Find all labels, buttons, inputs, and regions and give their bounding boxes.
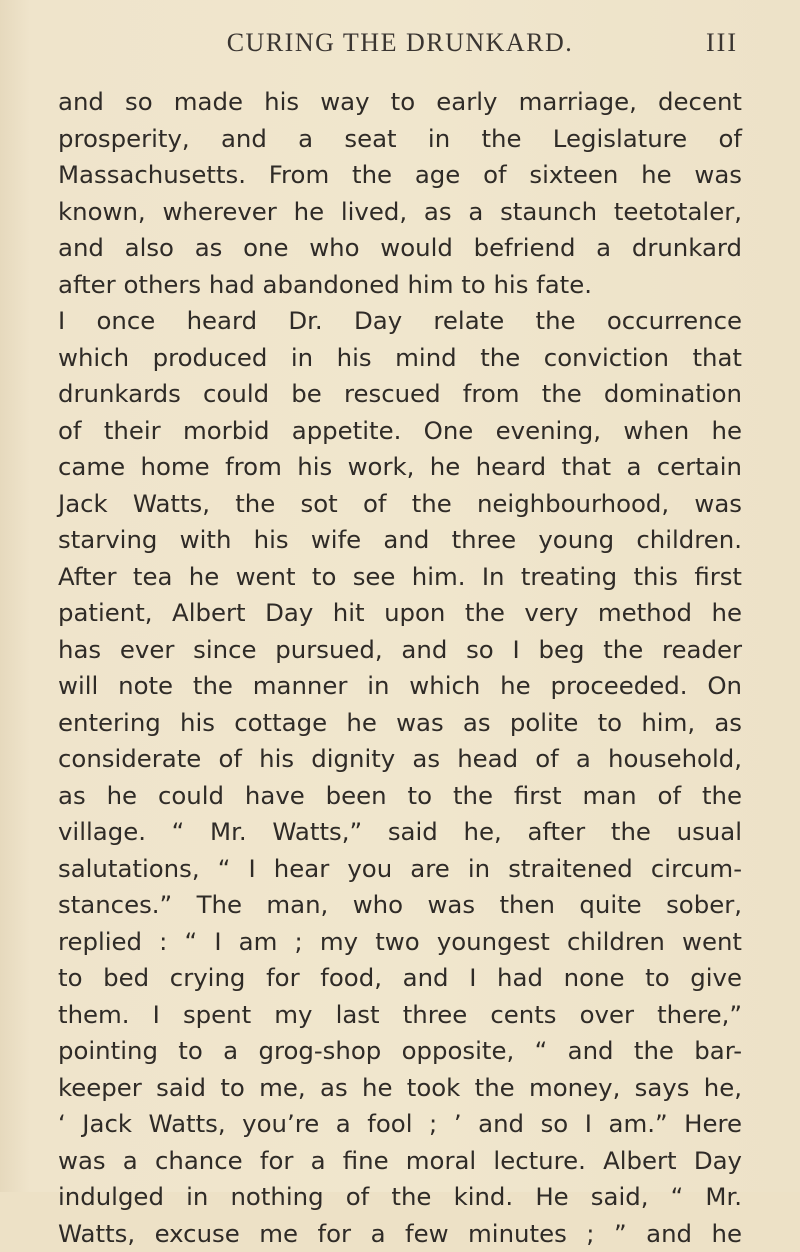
text-line: prosperity, and a seat in the Legislature of	[58, 121, 742, 158]
text-line: Watts, excuse me for a few minutes ; ” and he	[58, 1216, 742, 1252]
text-line: ‘ Jack Watts, you’re a fool ; ’ and so I am.” Here	[58, 1106, 742, 1143]
body-text	[58, 84, 742, 1252]
text-line: pointing to a grog-shop opposite, “ and the bar-	[58, 1033, 742, 1070]
text-line: and so made his way to early marriage, decent	[58, 84, 742, 121]
text-line: and also as one who would befriend a drunkard	[58, 230, 742, 267]
text-line: entering his cottage he was as polite to him, as	[58, 705, 742, 742]
text-line: patient, Albert Day hit upon the very method he	[58, 595, 742, 632]
text-line: indulged in nothing of the kind. He said, “ Mr.	[58, 1179, 742, 1216]
text-line: will note the manner in which he proceeded. On	[58, 668, 742, 705]
text-line: village. “ Mr. Watts,” said he, after the usual	[58, 814, 742, 851]
running-head	[60, 28, 740, 68]
text-line: Massachusetts. From the age of sixteen he was	[58, 157, 742, 194]
text-line: Jack Watts, the sot of the neighbourhood, was	[58, 486, 742, 523]
text-line: considerate of his dignity as head of a household,	[58, 741, 742, 778]
text-line: stances.” The man, who was then quite sober,	[58, 887, 742, 924]
text-line: replied : “ I am ; my two youngest children went	[58, 924, 742, 961]
text-line: salutations, “ I hear you are in straitened circum-	[58, 851, 742, 888]
text-line: to bed crying for food, and I had none to give	[58, 960, 742, 997]
text-line: keeper said to me, as he took the money, says he,	[58, 1070, 742, 1107]
text-line: of their morbid appetite. One evening, when he	[58, 413, 742, 450]
text-line: them. I spent my last three cents over there,”	[58, 997, 742, 1034]
text-line: was a chance for a fine moral lecture. Albert Day	[58, 1143, 742, 1180]
text-line: starving with his wife and three young children.	[58, 522, 742, 559]
text-line: which produced in his mind the conviction that	[58, 340, 742, 377]
text-line: came home from his work, he heard that a certain	[58, 449, 742, 486]
text-line: has ever since pursued, and so I beg the reader	[58, 632, 742, 669]
text-line: I once heard Dr. Day relate the occurrence	[58, 303, 742, 340]
text-line: after others had abandoned him to his fate.	[58, 267, 742, 304]
text-line: known, wherever he lived, as a staunch teetotaler,	[58, 194, 742, 231]
chapter-title: CURING THE DRUNKARD.	[60, 28, 740, 58]
page-number: III	[706, 28, 738, 58]
text-line: drunkards could be rescued from the domination	[58, 376, 742, 413]
text-line: After tea he went to see him. In treating this first	[58, 559, 742, 596]
text-line: as he could have been to the first man of the	[58, 778, 742, 815]
